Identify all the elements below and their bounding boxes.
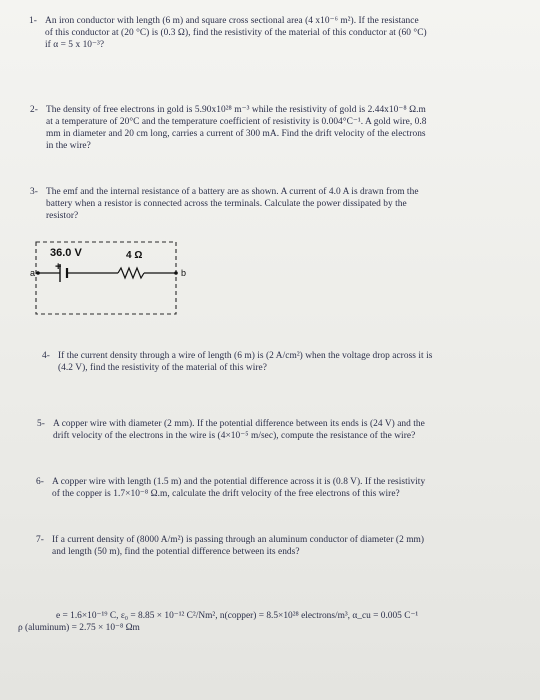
question-number: 5-	[37, 419, 45, 429]
question-line: resistor?	[46, 211, 79, 221]
terminal-a-label: a	[30, 268, 36, 278]
question-line: battery when a resistor is connected across the terminals. Calculate the power dissipated by the	[46, 199, 407, 209]
constants-block	[18, 610, 523, 634]
question-line: mm in diameter and 20 cm long, carries a current of 300 mA. Find the drift velocity of the electrons	[46, 129, 426, 139]
emf-label: 36.0 V	[50, 247, 82, 259]
question-3	[30, 186, 516, 222]
question-line: if α = 5 x 10⁻³?	[45, 40, 105, 50]
internal-resistor-zigzag	[118, 268, 144, 278]
question-line: (4.2 V), find the resistivity of the material of this wire?	[58, 363, 267, 373]
question-2	[30, 104, 516, 152]
question-number: 7-	[36, 535, 44, 545]
question-4	[42, 350, 518, 374]
question-line: and length (50 m), find the potential difference between its ends?	[52, 547, 300, 557]
question-line: If the current density through a wire of length (6 m) is (2 A/cm²) when the voltage drop across it is	[58, 351, 433, 361]
question-number: 3-	[30, 187, 38, 197]
question-line: drift velocity of the electrons in the wire is (4×10⁻⁵ m/sec), compute the resistance of the wire?	[53, 431, 416, 441]
question-line: in the wire?	[46, 141, 91, 151]
battery-circuit-diagram	[30, 239, 200, 317]
question-number: 4-	[42, 351, 50, 361]
question-line: A copper wire with length (1.5 m) and the potential difference across it is (0.8 V). If the resistivity	[52, 477, 426, 487]
question-line: A copper wire with diameter (2 mm). If the potential difference between its ends is (24 V) and the	[53, 419, 425, 429]
question-6	[36, 476, 518, 500]
question-number: 1-	[29, 16, 37, 26]
question-5	[37, 418, 518, 442]
question-1	[29, 15, 515, 51]
question-line: If a current density of (8000 A/m²) is passing through an aluminum conductor of diameter (2 mm)	[52, 535, 425, 545]
question-line: at a temperature of 20°C and the temperature coefficient of resistivity is 0.004°C⁻¹. A gold wire, 0.8	[46, 117, 427, 127]
question-line: The density of free electrons in gold is 5.90x10²⁸ m⁻³ while the resistivity of gold is 2.44x10⁻⁸ Ω.m	[46, 105, 426, 115]
constants-line-2: ρ (aluminum) = 2.75 × 10⁻⁸ Ωm	[18, 623, 140, 633]
question-line: of this conductor at (20 °C) is (0.3 Ω), find the resistivity of the material of this conductor at (60 °C)	[45, 28, 427, 38]
constants-line-1: e = 1.6×10⁻¹⁹ C, ε₀ = 8.85 × 10⁻¹² C²/Nm², n(copper) = 8.5×10²⁸ electrons/m³, α_cu = 0.005 C⁻¹	[56, 611, 419, 621]
circuit-svg	[30, 239, 200, 317]
terminal-b-label: b	[181, 268, 187, 278]
question-line: An iron conductor with length (6 m) and square cross sectional area (4 x10⁻⁶ m²). If the resistance	[45, 16, 419, 26]
question-7	[36, 534, 518, 558]
resistance-label: 4 Ω	[126, 250, 143, 261]
question-line: The emf and the internal resistance of a battery are as shown. A current of 4.0 A is drawn from the	[46, 187, 419, 197]
question-line: of the copper is 1.7×10⁻⁸ Ω.m, calculate the drift velocity of the free electrons of this wire?	[52, 489, 400, 499]
question-number: 2-	[30, 105, 38, 115]
question-number: 6-	[36, 477, 44, 487]
plus-sign: +	[55, 261, 62, 273]
